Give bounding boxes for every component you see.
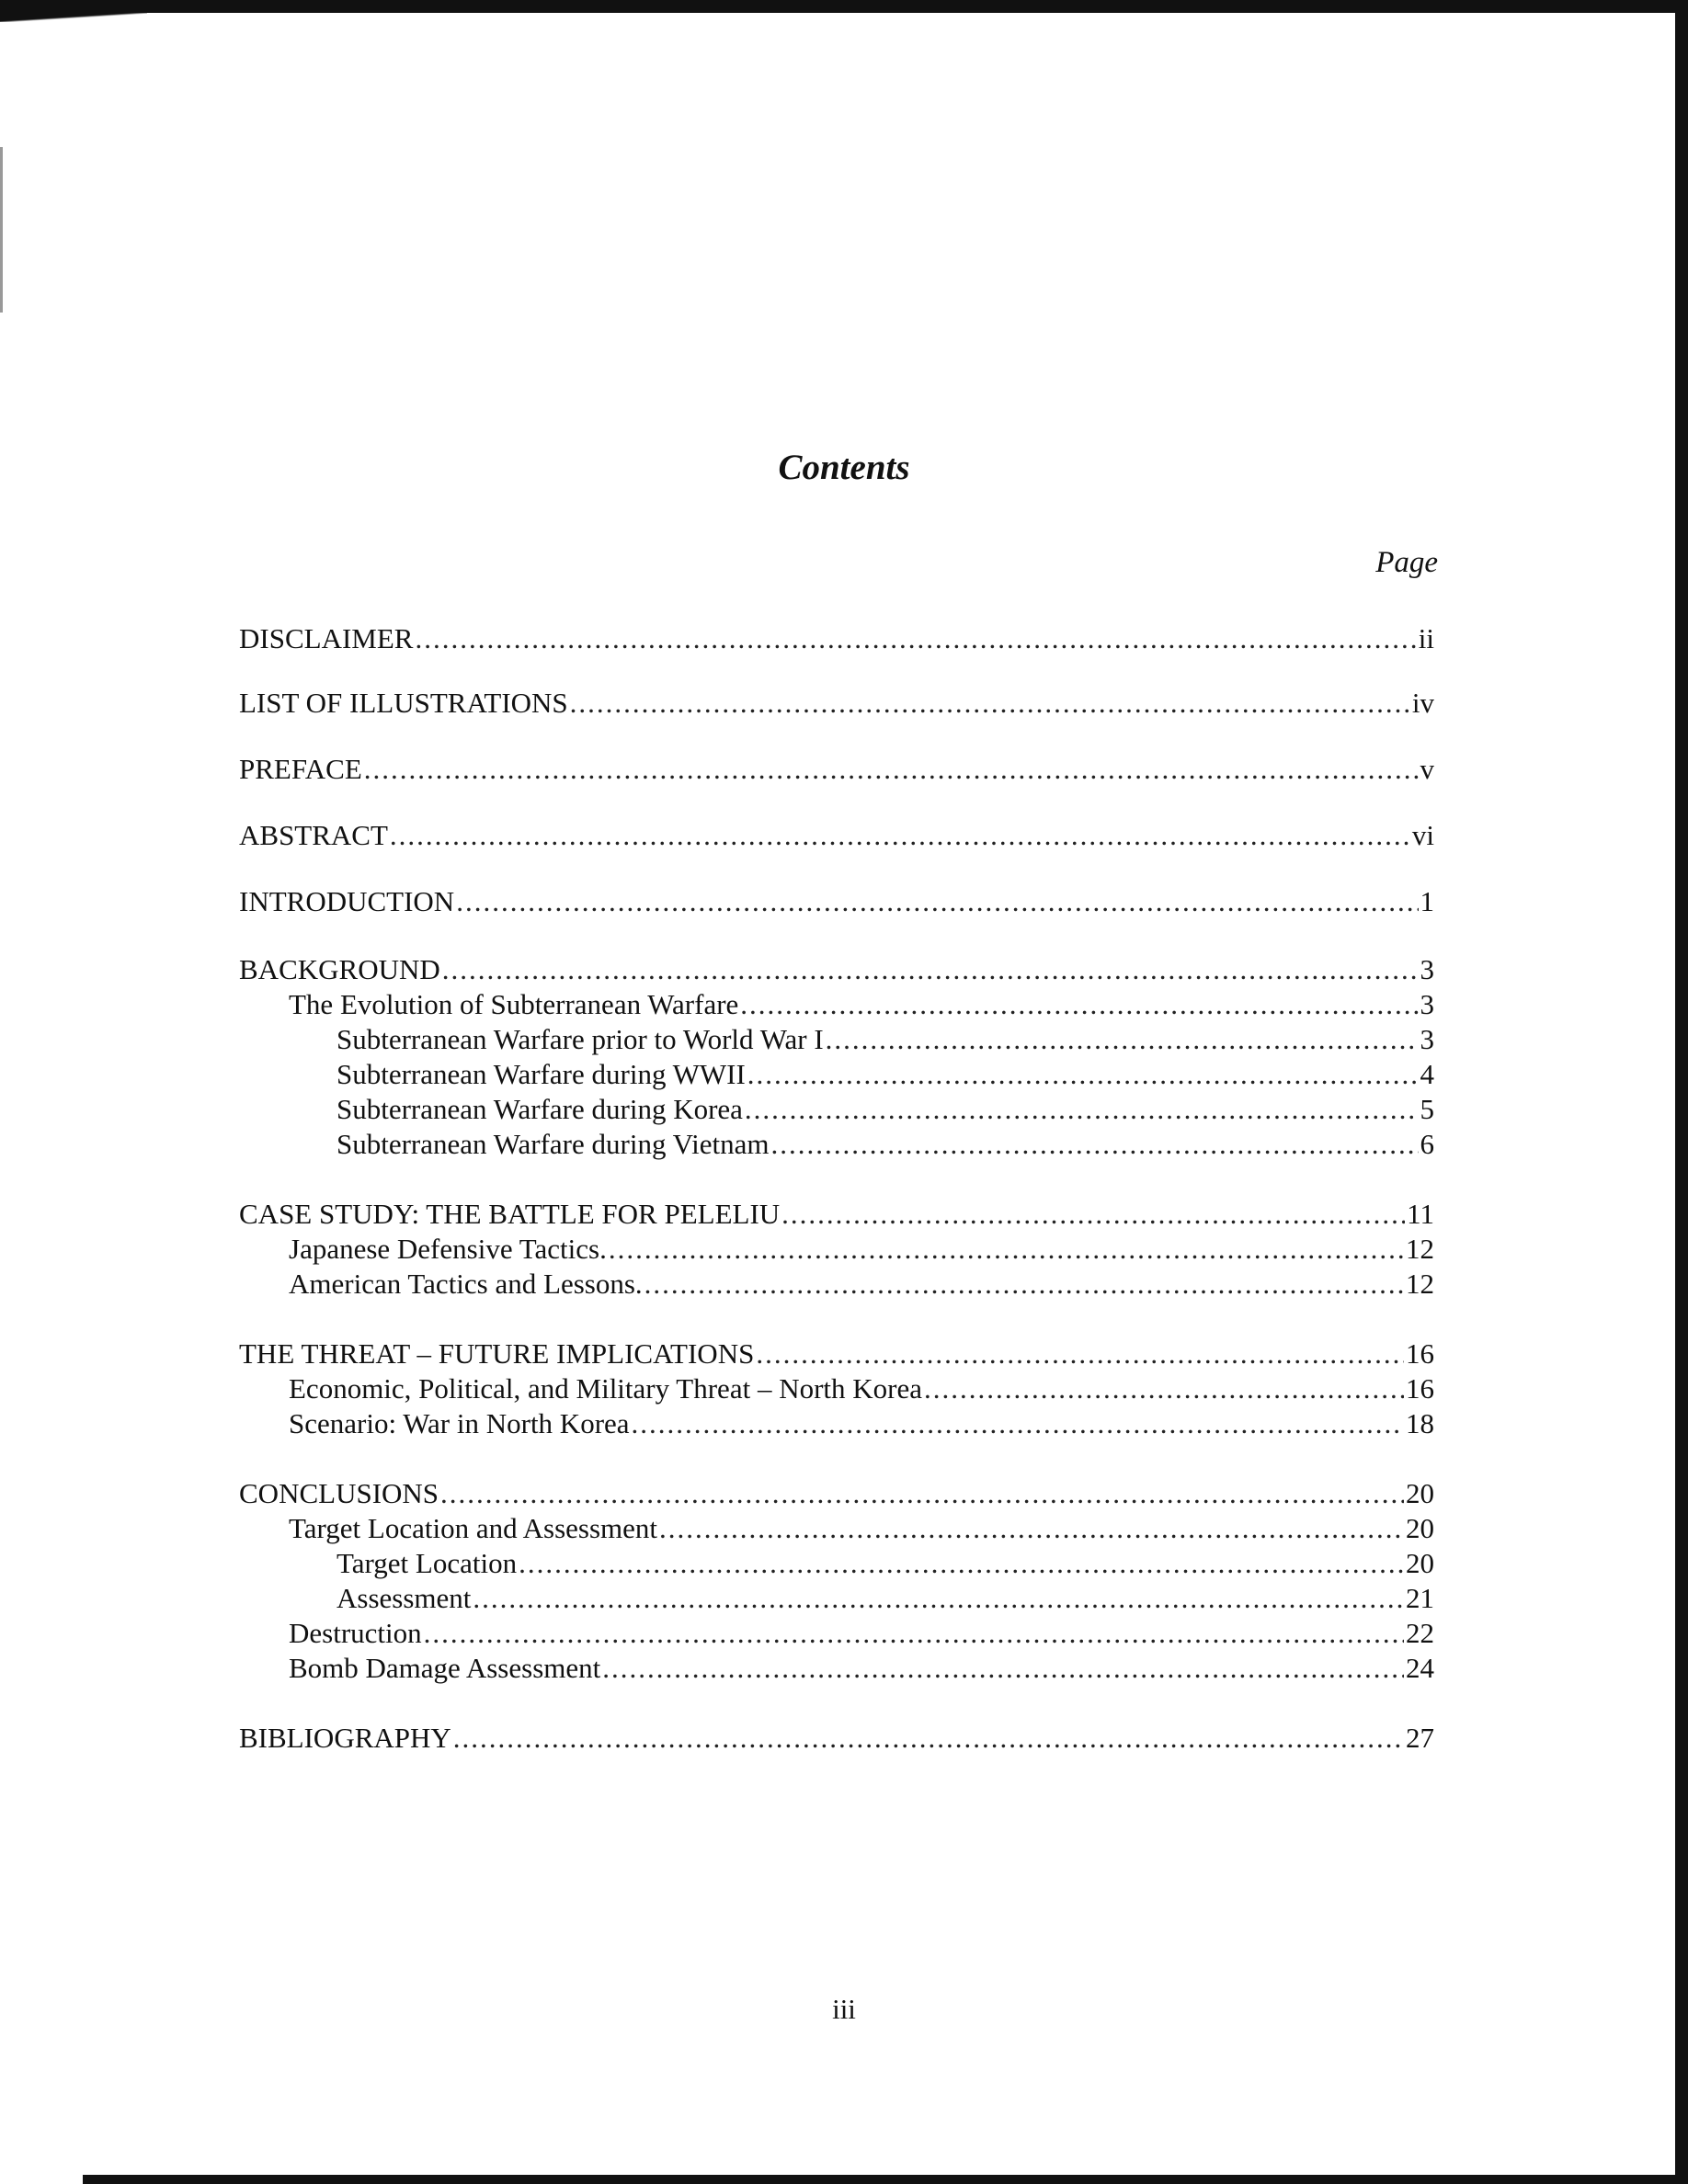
toc-entry-page-number: 12 xyxy=(1406,1233,1434,1265)
toc-entry xyxy=(239,952,1434,987)
toc-entry-label: Japanese Defensive Tactics. xyxy=(289,1233,607,1265)
toc-dot-leader xyxy=(632,1406,1404,1441)
toc-entry xyxy=(239,621,1434,656)
toc-entry xyxy=(239,1476,1434,1511)
toc-entry-label: Assessment xyxy=(336,1582,472,1614)
toc-entry xyxy=(239,752,1434,787)
toc-dot-leader xyxy=(781,1197,1405,1232)
toc-dot-leader xyxy=(519,1546,1404,1581)
toc-entry-label: CASE STUDY: THE BATTLE FOR PELELIU xyxy=(239,1198,781,1230)
toc-entry xyxy=(239,1721,1434,1756)
toc-entry-page-number: 11 xyxy=(1407,1198,1434,1230)
toc-dot-leader xyxy=(771,1127,1419,1162)
toc-entry-page-number: 27 xyxy=(1406,1722,1434,1754)
toc-entry-page-number: 3 xyxy=(1420,1023,1434,1055)
toc-entry xyxy=(239,686,1434,721)
toc-entry-page-number: 20 xyxy=(1406,1477,1434,1509)
toc-entry-label: Scenario: War in North Korea xyxy=(289,1407,630,1439)
toc-entry-label: Economic, Political, and Military Threat – North Korea xyxy=(289,1372,922,1405)
toc-entry-page-number: 16 xyxy=(1406,1337,1434,1370)
toc-entry-page-number: 3 xyxy=(1420,953,1434,985)
toc-dot-leader xyxy=(440,1476,1404,1511)
toc-dot-leader xyxy=(745,1092,1419,1127)
toc-entry-page-number: 3 xyxy=(1420,988,1434,1020)
page-column-label: Page xyxy=(1375,546,1438,579)
toc-entry-label: THE THREAT – FUTURE IMPLICATIONS xyxy=(239,1337,755,1370)
toc-entry-label: Subterranean Warfare during Vietnam xyxy=(336,1128,770,1160)
toc-entry xyxy=(239,1651,1434,1686)
toc-dot-leader xyxy=(390,818,1410,853)
toc-entry xyxy=(239,1406,1434,1441)
toc-dot-leader xyxy=(644,1267,1404,1302)
toc-entry-page-number: 12 xyxy=(1406,1268,1434,1300)
toc-entry-page-number: 20 xyxy=(1406,1512,1434,1544)
toc-dot-leader xyxy=(364,752,1419,787)
scan-edge-left-mark xyxy=(0,147,3,313)
toc-entry-label: Destruction xyxy=(289,1617,422,1649)
toc-entry-page-number: ii xyxy=(1418,622,1434,654)
toc-entry-page-number: 5 xyxy=(1420,1093,1434,1125)
toc-entry xyxy=(239,987,1434,1022)
toc-entry xyxy=(239,1092,1434,1127)
toc-entry-label: Subterranean Warfare during WWII xyxy=(336,1058,746,1090)
toc-entry-page-number: 24 xyxy=(1406,1652,1434,1684)
page-title: Contents xyxy=(778,448,910,487)
toc-dot-leader xyxy=(747,1057,1419,1092)
toc-entry xyxy=(239,1581,1434,1616)
toc-entry xyxy=(239,884,1434,919)
toc-entry-label: LIST OF ILLUSTRATIONS xyxy=(239,687,568,719)
toc-entry xyxy=(239,1232,1434,1267)
toc-dot-leader xyxy=(456,884,1418,919)
toc-entry xyxy=(239,1337,1434,1371)
toc-entry-label: ABSTRACT xyxy=(239,819,388,851)
toc-dot-leader xyxy=(602,1651,1404,1686)
toc-entry xyxy=(239,1127,1434,1162)
toc-entry xyxy=(239,1022,1434,1057)
toc-entry-page-number: iv xyxy=(1411,687,1434,719)
toc-dot-leader xyxy=(756,1337,1404,1371)
toc-entry xyxy=(239,1057,1434,1092)
toc-entry xyxy=(239,1546,1434,1581)
toc-entry-page-number: 6 xyxy=(1420,1128,1434,1160)
toc-entry xyxy=(239,1267,1434,1302)
toc-entry-label: Subterranean Warfare during Korea xyxy=(336,1093,743,1125)
toc-dot-leader xyxy=(740,987,1418,1022)
toc-entry-label: The Evolution of Subterranean Warfare xyxy=(289,988,739,1020)
toc-entry-page-number: 1 xyxy=(1420,885,1434,917)
toc-dot-leader xyxy=(826,1022,1419,1057)
toc-entry-label: CONCLUSIONS xyxy=(239,1477,439,1509)
toc-entry-label: BIBLIOGRAPHY xyxy=(239,1722,451,1754)
toc-entry-label: BACKGROUND xyxy=(239,953,440,985)
toc-entry-label: Subterranean Warfare prior to World War I xyxy=(336,1023,824,1055)
toc-entry-page-number: 18 xyxy=(1406,1407,1434,1439)
toc-dot-leader xyxy=(424,1616,1404,1651)
toc-entry-label: Target Location xyxy=(336,1547,518,1579)
toc-entry xyxy=(239,1197,1434,1232)
toc-entry xyxy=(239,1511,1434,1546)
scan-edge-right xyxy=(1675,0,1688,2184)
toc-entry-label: INTRODUCTION xyxy=(239,885,455,917)
toc-entry-page-number: vi xyxy=(1411,819,1434,851)
toc-dot-leader xyxy=(473,1581,1404,1616)
toc-entry-label: American Tactics and Lessons. xyxy=(289,1268,643,1300)
toc-dot-leader xyxy=(924,1371,1404,1406)
toc-entry xyxy=(239,1371,1434,1406)
toc-entry xyxy=(239,818,1434,853)
toc-dot-leader xyxy=(570,686,1410,721)
toc-dot-leader xyxy=(609,1232,1404,1267)
toc-entry-label: Bomb Damage Assessment xyxy=(289,1652,601,1684)
toc-entry-page-number: 22 xyxy=(1406,1617,1434,1649)
toc-entry-label: DISCLAIMER xyxy=(239,622,414,654)
toc-entry-page-number: 20 xyxy=(1406,1547,1434,1579)
toc-entry-page-number: 16 xyxy=(1406,1372,1434,1405)
toc-dot-leader xyxy=(442,952,1419,987)
scan-edge-top-taper xyxy=(0,13,147,22)
toc-entry-page-number: 4 xyxy=(1420,1058,1434,1090)
toc-entry-label: PREFACE xyxy=(239,753,362,785)
toc-entry-label: Target Location and Assessment xyxy=(289,1512,658,1544)
toc-entry-page-number: 21 xyxy=(1406,1582,1434,1614)
toc-dot-leader xyxy=(659,1511,1404,1546)
toc-entry-page-number: v xyxy=(1420,753,1434,785)
footer-page-number: iii xyxy=(832,1993,856,2025)
toc-dot-leader xyxy=(453,1721,1404,1756)
scan-edge-top xyxy=(0,0,1688,13)
toc-entry xyxy=(239,1616,1434,1651)
scan-edge-bottom xyxy=(83,2175,1688,2184)
toc-dot-leader xyxy=(415,621,1416,656)
